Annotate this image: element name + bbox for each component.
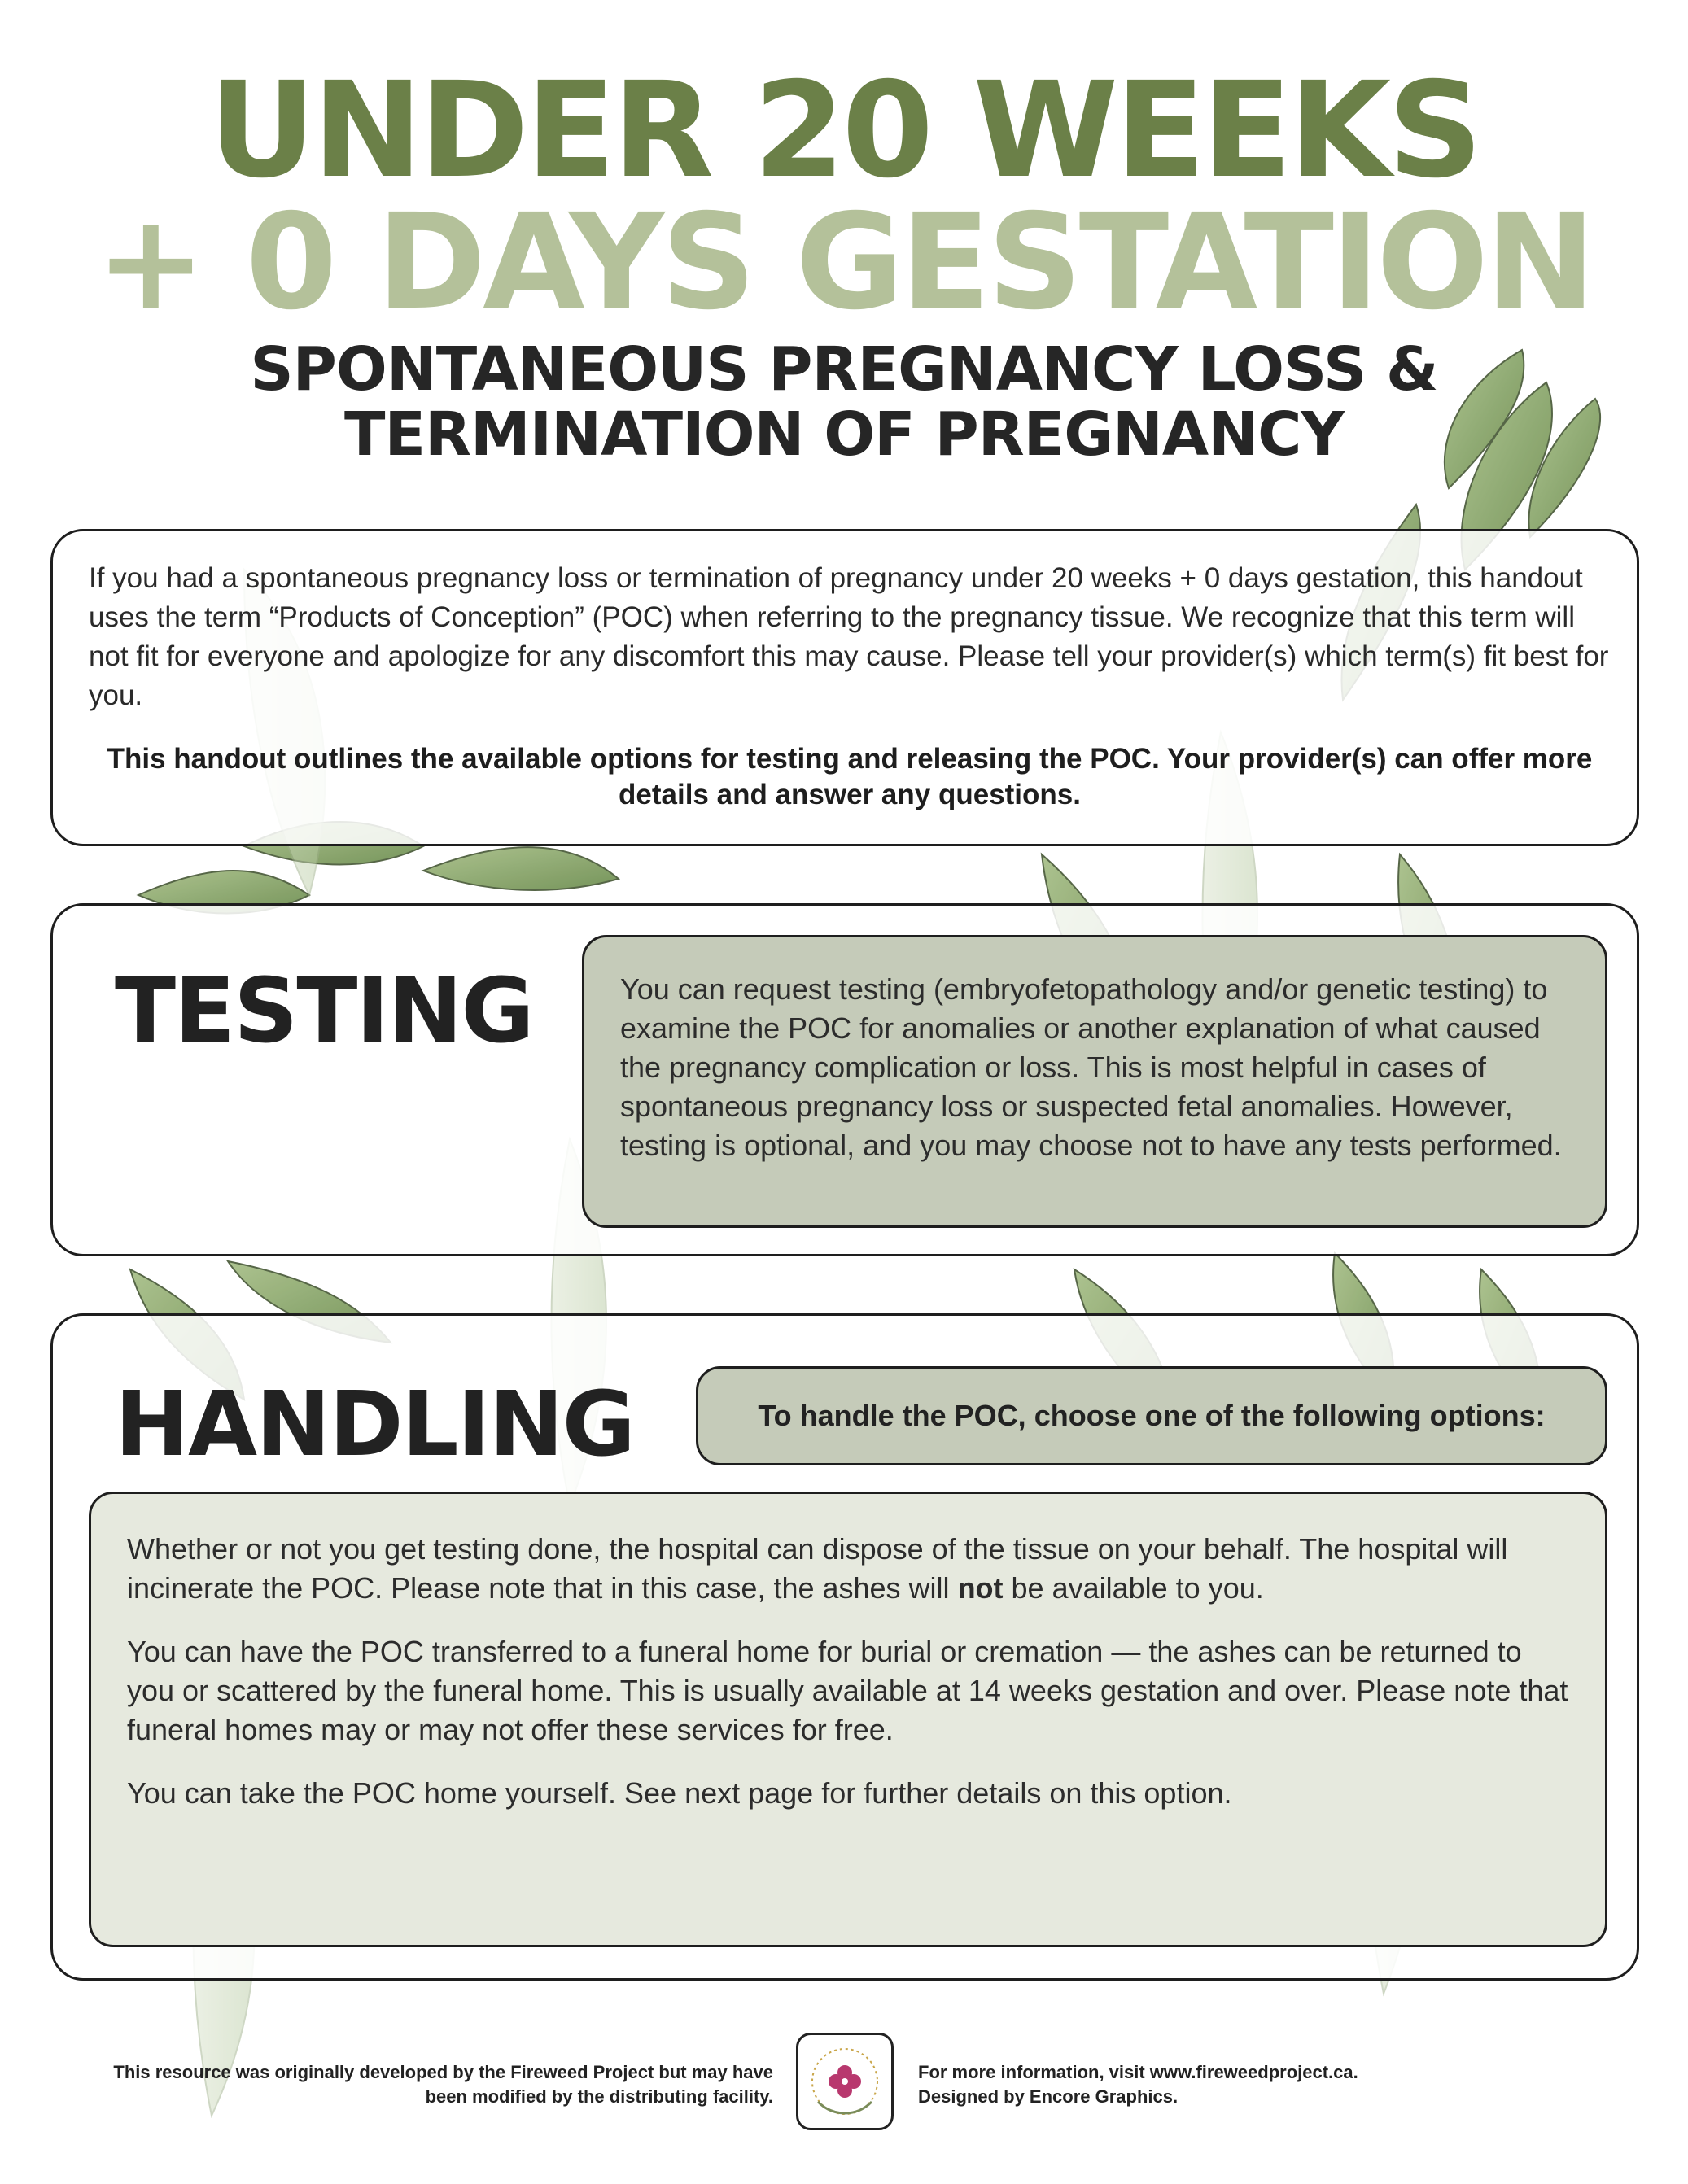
option1-text-before: Whether or not you get testing done, the hospital can dispose of the tissue on your behalf. The hospital will incinerate the POC. Please note that in this case, the ashes will <box>127 1532 1508 1605</box>
footer-attribution: This resource was originally developed by the Fireweed Project but may have been modified by the distributing facility. <box>113 2062 773 2107</box>
handling-option-incinerate <box>127 1530 1576 1608</box>
intro-paragraph: If you had a spontaneous pregnancy loss or termination of pregnancy under 20 weeks + 0 days gestation, this handout uses the term “Products of Conception” (POC) when referring to the pregnancy tissue. We recognize that this term will not fit for everyone and apologize for any discomfort this may cause. Please tell your provider(s) which term(s) fit best for you. <box>89 562 1609 711</box>
subtitle-line-2: TERMINATION OF PREGNANCY <box>343 400 1344 470</box>
handling-section <box>50 1313 1639 1981</box>
testing-body: You can request testing (embryofetopathology and/or genetic testing) to examine the POC for anomalies or another explanation of what caused the pregnancy complication or loss. This is most helpful in cases of spontaneous pregnancy loss or suspected fetal anomalies. However, testing is optional, and you may choose not to have any tests performed. <box>620 972 1562 1162</box>
option1-text-after: be available to you. <box>1003 1571 1264 1605</box>
title-line-1: UNDER 20 WEEKS <box>208 55 1480 207</box>
handling-option-funeral-home: You can have the POC transferred to a funeral home for burial or cremation — the ashes can be returned to you or scattered by the funeral home. This is usually available at 14 weeks gestation and over. Please note that funeral homes may or may not offer these services for free. <box>127 1635 1568 1746</box>
testing-section <box>50 903 1639 1256</box>
title-line-2: + 0 DAYS GESTATION <box>95 186 1593 339</box>
intro-box <box>50 529 1639 846</box>
fireweed-logo-icon <box>796 2033 894 2130</box>
footer-designer-line: Designed by Encore Graphics. <box>918 2086 1179 2107</box>
footer-info <box>918 2060 1585 2109</box>
testing-heading: TESTING <box>115 959 533 1063</box>
handling-options-panel <box>89 1492 1607 1947</box>
intro-emphasis: This handout outlines the available options for testing and releasing the POC. Your provider(s) can offer more details and answer any questions. <box>107 743 1593 810</box>
footer-website-line: For more information, visit www.fireweedproject.ca. <box>918 2062 1358 2082</box>
handling-heading: HANDLING <box>115 1372 634 1476</box>
handling-option-take-home: You can take the POC home yourself. See next page for further details on this option. <box>127 1776 1232 1810</box>
option1-bold: not <box>957 1571 1004 1605</box>
handling-prompt: To handle the POC, choose one of the following options: <box>696 1366 1607 1465</box>
subtitle-line-1: SPONTANEOUS PREGNANCY LOSS & <box>250 334 1438 404</box>
testing-panel <box>582 935 1607 1228</box>
